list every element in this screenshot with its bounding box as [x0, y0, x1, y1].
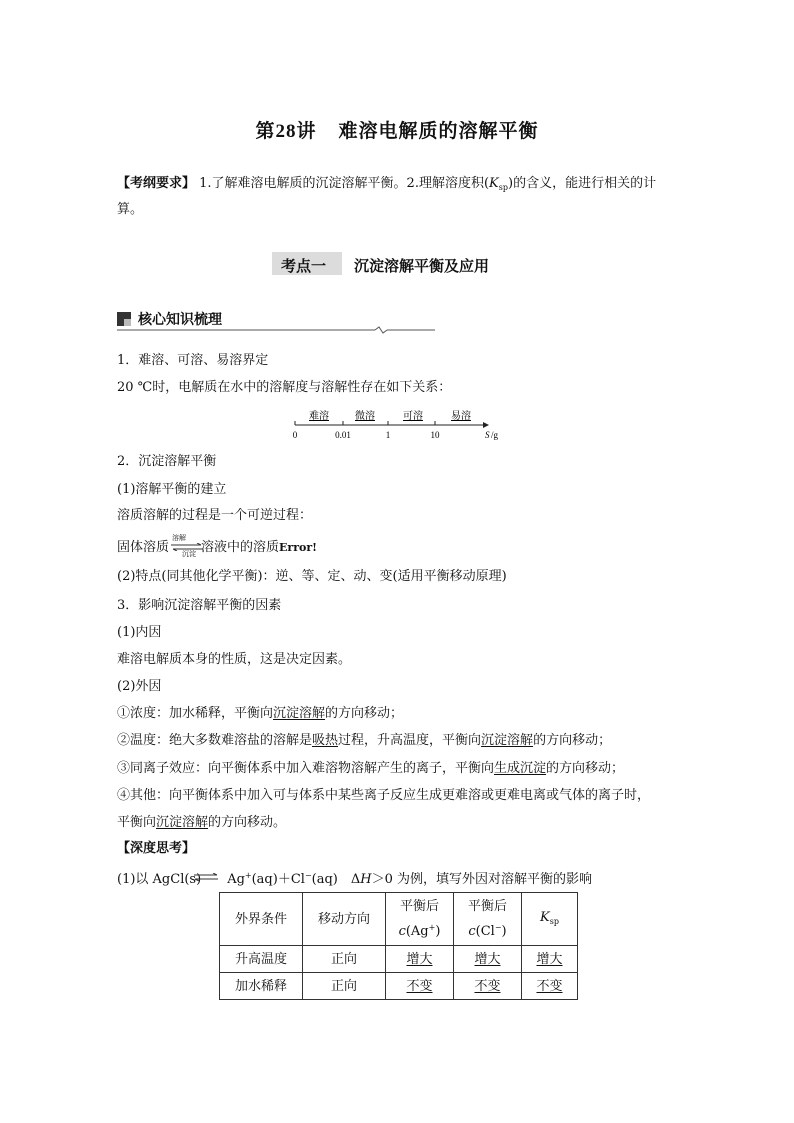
section-title: 核心知识梳理 [138, 312, 222, 328]
solubility-scale [285, 405, 515, 445]
table-cell: 正向 [303, 946, 386, 973]
s2-sub2: (2)特点(同其他化学平衡)：逆、等、定、动、变(适用平衡移动原理) [117, 569, 507, 584]
table-cell: 加水稀释 [220, 973, 303, 1000]
internal-label: (1)内因 [117, 625, 162, 640]
eq-top-label: 溶解 [172, 534, 186, 542]
scale-label: 难溶 [309, 411, 329, 422]
table-cell: 增大 [522, 946, 578, 973]
table-row [220, 946, 578, 973]
heading-3: 3．影响沉淀溶解平衡的因素 [117, 598, 282, 613]
scale-tick: 0.01 [335, 430, 351, 440]
scale-axis-s: S [485, 430, 490, 440]
table-cell: 不变 [522, 973, 578, 1000]
dissolution-equation: 固体溶质 溶液中的溶质Error! [117, 540, 317, 555]
table-cell: 增大 [454, 946, 522, 973]
kaodian-title: 沉淀溶解平衡及应用 [354, 257, 490, 275]
outline-label: 【考纲要求】 [117, 176, 196, 191]
reversible-arrow-icon [193, 873, 219, 881]
s1-intro: 20 ℃时，电解质在水中的溶解度与溶解性存在如下关系： [117, 380, 452, 395]
internal-text: 难溶电解质本身的性质，这是决定因素。 [117, 652, 352, 667]
scale-label: 易溶 [451, 411, 471, 422]
scale-tick: 10 [430, 430, 440, 440]
table-cell: 正向 [303, 973, 386, 1000]
table-cell: 增大 [386, 946, 454, 973]
table-cell: 不变 [386, 973, 454, 1000]
scale-axis-unit: /g [491, 430, 499, 440]
section-square-icon [117, 312, 131, 326]
heading-1: 1．难溶、可溶、易溶界定 [117, 353, 269, 368]
outline-line2: 算。 [117, 202, 144, 217]
scale-tick: 0 [292, 430, 298, 440]
factor-other-cont: 平衡向沉淀溶解的方向移动。 [117, 815, 287, 830]
kaodian-tag: 考点一 [281, 257, 327, 275]
table-row [220, 973, 578, 1000]
table-header-row [220, 893, 578, 946]
think-question-1: (1)以 AgCl(s) Ag+(aq)＋Cl−(aq) ΔH＞0 为例，填写外因对溶解平衡的影响 [117, 871, 592, 887]
table-header: 平衡后 c(Ag+) [386, 893, 454, 946]
s2-sub1: (1)溶解平衡的建立 [117, 482, 227, 497]
scale-label: 可溶 [403, 411, 423, 422]
table-header: 外界条件 [220, 893, 303, 946]
equilibrium-table [219, 892, 578, 1000]
table-header: 平衡后 c(Cl−) [454, 893, 522, 946]
scale-tick: 1 [385, 430, 391, 440]
factor-concentration: ①浓度：加水稀释，平衡向沉淀溶解的方向移动； [117, 706, 404, 721]
table-cell: 不变 [454, 973, 522, 1000]
factor-temperature: ②温度：绝大多数难溶盐的溶解是吸热过程，升高温度，平衡向沉淀溶解的方向移动； [117, 733, 612, 748]
table-header: 移动方向 [303, 893, 386, 946]
table-cell: 升高温度 [220, 946, 303, 973]
factor-other: ④其他：向平衡体系中加入可与体系中某些离子反应生成更难溶或更难电离或气体的离子时， [117, 788, 651, 803]
external-label: (2)外因 [117, 679, 162, 694]
scale-label: 微溶 [355, 411, 375, 422]
page-title: 第28讲 难溶电解质的溶解平衡 [255, 120, 539, 142]
think-label: 【深度思考】 [117, 841, 196, 856]
section-divider [117, 326, 435, 334]
outline-requirements: 【考纲要求】 1.了解难溶电解质的沉淀溶解平衡。2.理解溶度积$(K_{sp})$的含义，能进行相关的计 [117, 176, 657, 192]
eq-bottom-label: 沉淀 [182, 550, 196, 558]
factor-common-ion: ③同离子效应：向平衡体系中加入难溶物溶解产生的离子，平衡向生成沉淀的方向移动； [117, 761, 625, 776]
table-header: $K_{sp}$ [522, 893, 578, 946]
s2-desc: 溶质溶解的过程是一个可逆过程： [117, 508, 313, 523]
heading-2: 2．沉淀溶解平衡 [117, 454, 217, 469]
